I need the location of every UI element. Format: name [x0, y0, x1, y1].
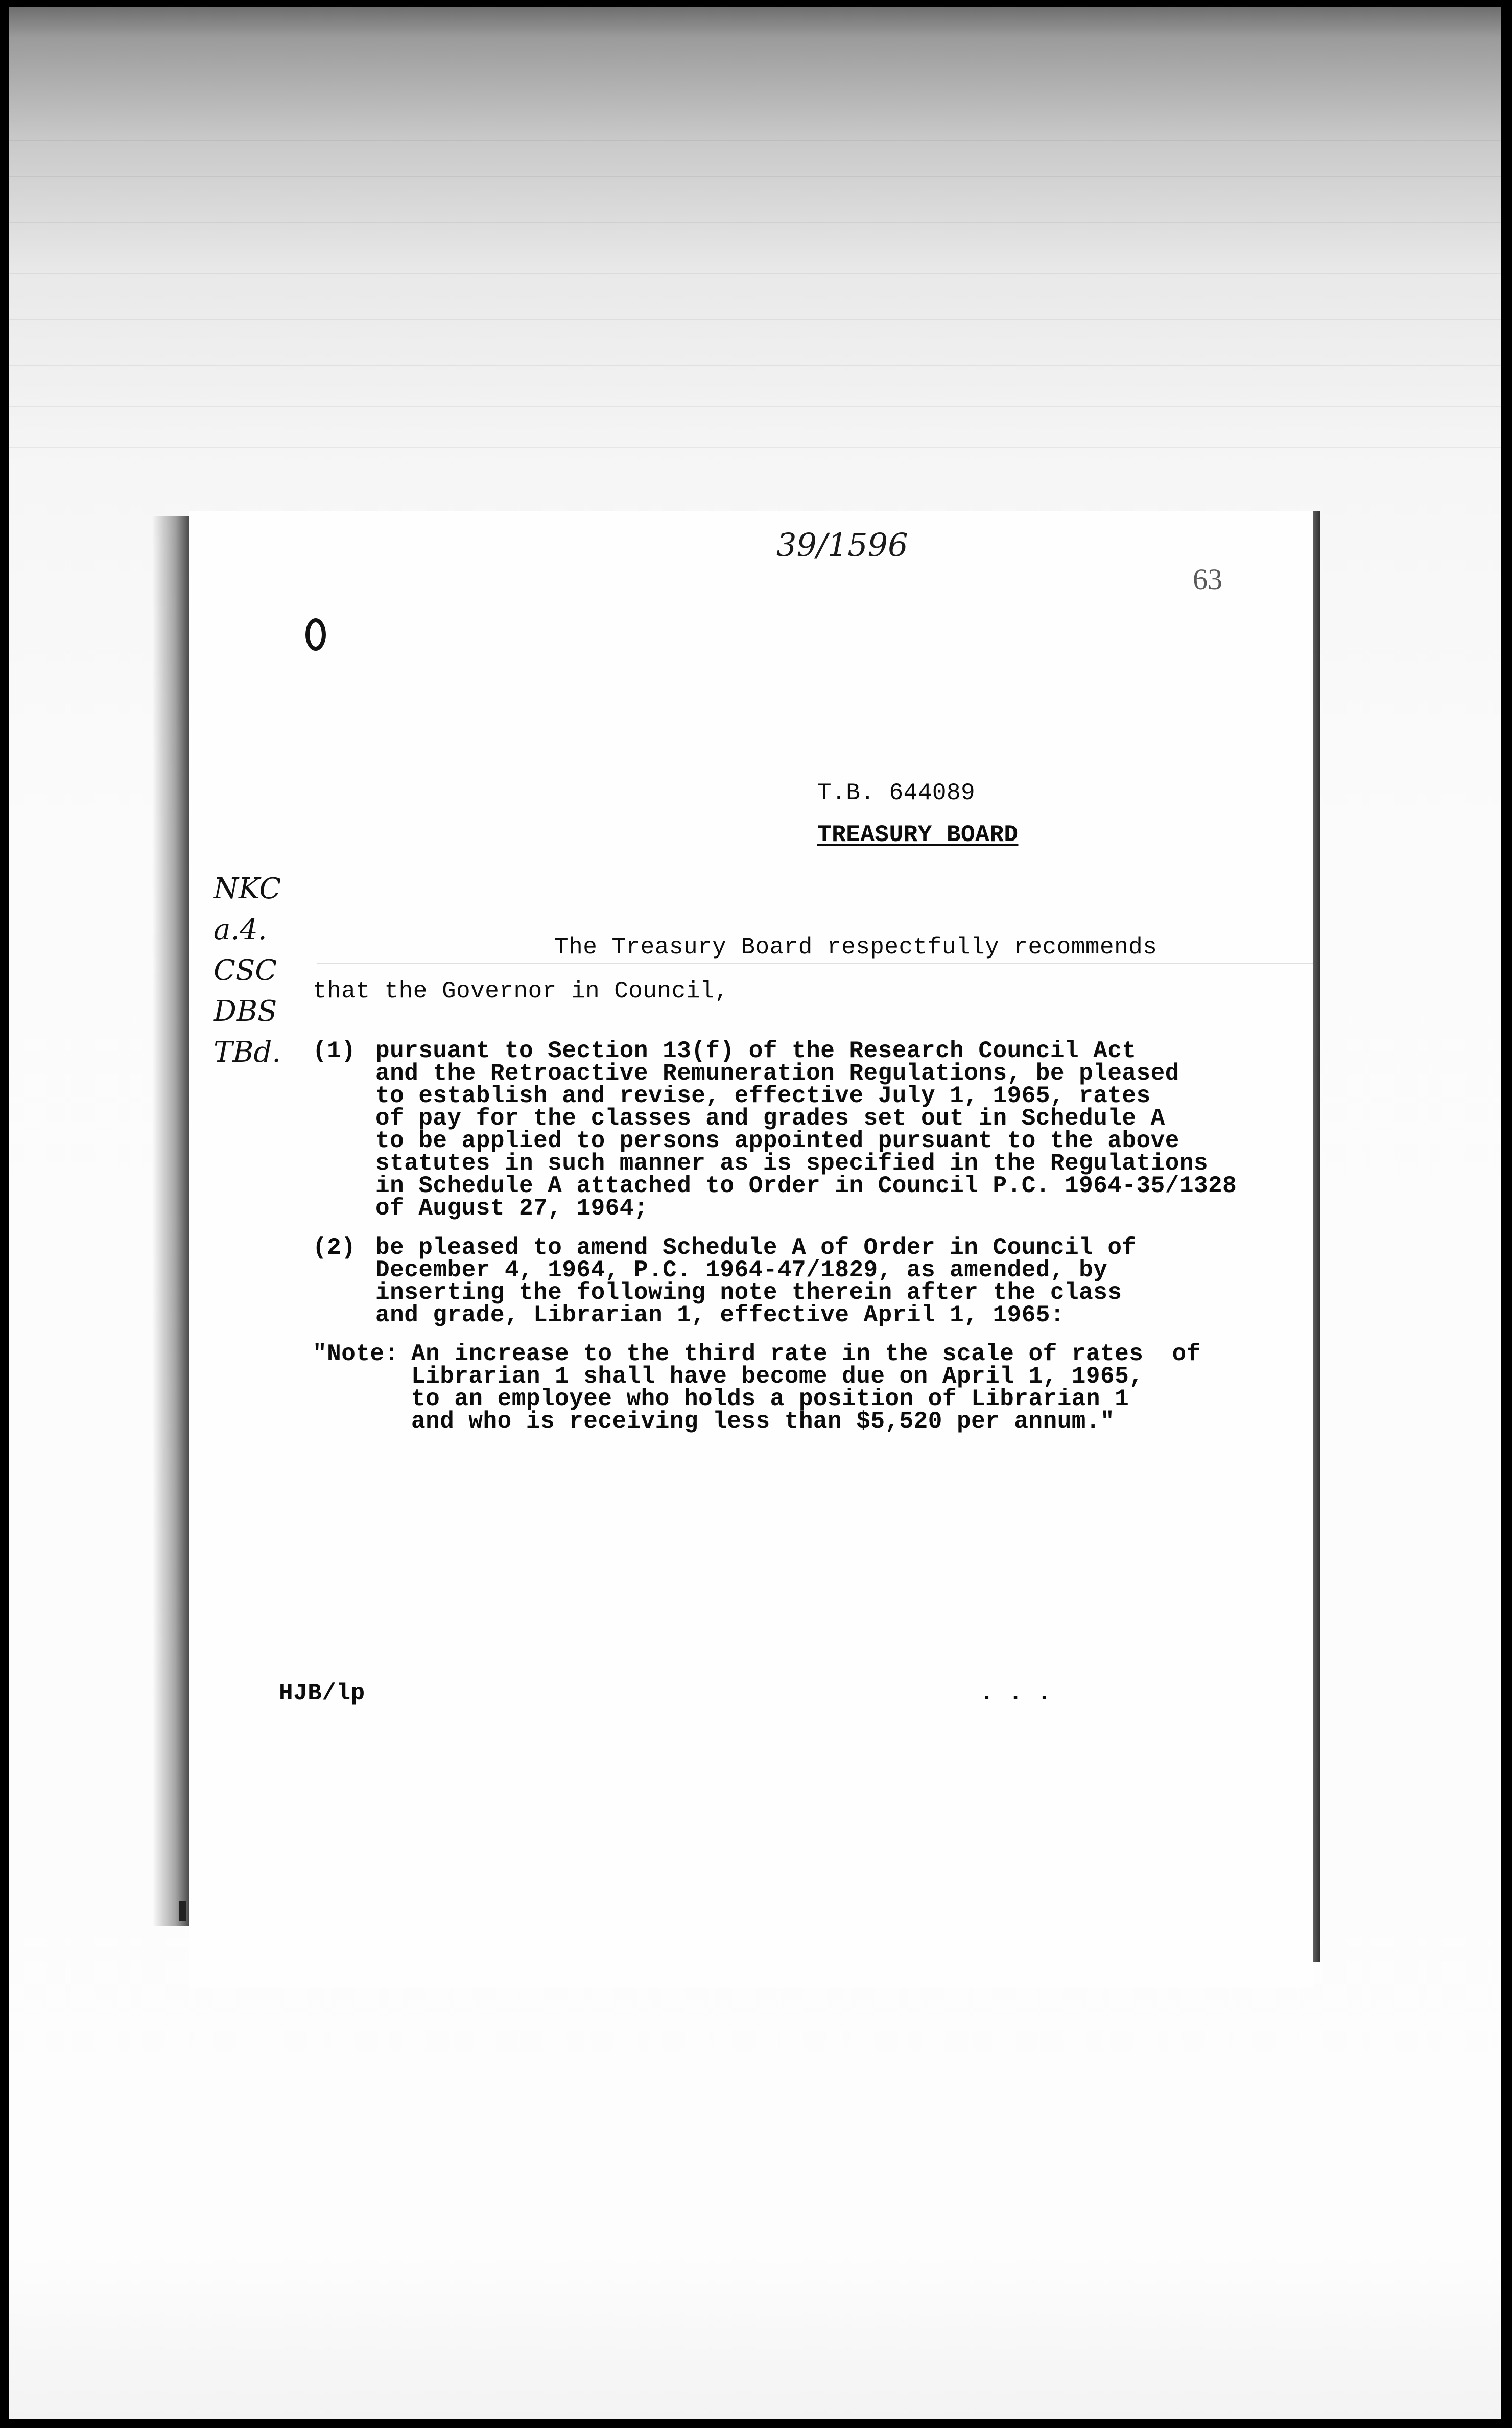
sheet-shadow-left [152, 516, 191, 1926]
margin-note: a.4. [214, 913, 267, 946]
text-line: be pleased to amend Schedule A of Order in Council of [375, 1234, 1137, 1261]
governor-line: that the Governor in Council, [313, 978, 729, 1005]
note-body [411, 1343, 1201, 1433]
item-number: (1) [313, 1038, 356, 1064]
tb-number: T.B. 644089 [817, 780, 976, 806]
divider [317, 963, 1313, 964]
text-line: and who is receiving less than $5,520 per annum." [411, 1408, 1115, 1435]
opening-line: The Treasury Board respectfully recommends [554, 934, 1157, 961]
note-label: "Note: [313, 1341, 399, 1367]
item-body [375, 1040, 1237, 1220]
text-line: to establish and revise, effective July 1, 1965, rates [375, 1083, 1151, 1109]
text-line: and grade, Librarian 1, effective April 1, 1965: [375, 1302, 1065, 1328]
text-line: of pay for the classes and grades set out in Schedule A [375, 1105, 1165, 1132]
board-title: TREASURY BOARD [817, 822, 1019, 848]
text-line: Librarian 1 shall have become due on April 1, 1965, [411, 1363, 1144, 1390]
edge-mark [179, 1901, 186, 1921]
continuation-marker: . . . [980, 1680, 1052, 1707]
page-number: 63 [1193, 563, 1222, 596]
typist-initials: HJB/lp [279, 1680, 365, 1707]
text-line: to an employee who holds a position of Librarian 1 [411, 1386, 1129, 1412]
margin-notes [214, 869, 321, 1073]
margin-note: CSC [214, 954, 277, 987]
text-line: An increase to the third rate in the scale of rates of [411, 1341, 1201, 1367]
handwritten-file-number: 39/1596 [776, 526, 908, 564]
margin-note: NKC [214, 872, 281, 905]
text-line: inserting the following note therein after the class [375, 1279, 1122, 1306]
text-line: in Schedule A attached to Order in Council P.C. 1964-35/1328 [375, 1173, 1237, 1199]
text-line: and the Retroactive Remuneration Regulations, be pleased [375, 1060, 1179, 1087]
margin-note: DBS [214, 995, 277, 1028]
margin-note: TBd. [214, 1036, 281, 1069]
text-line: pursuant to Section 13(f) of the Research Council Act [375, 1038, 1137, 1064]
text-line: of August 27, 1964; [375, 1195, 648, 1222]
text-line: statutes in such manner as is specified in the Regulations [375, 1150, 1209, 1177]
punch-hole-mark [305, 618, 326, 651]
item-number: (2) [313, 1234, 356, 1261]
text-line: to be applied to persons appointed pursuant to the above [375, 1128, 1179, 1154]
text-line: December 4, 1964, P.C. 1964-47/1829, as amended, by [375, 1257, 1108, 1283]
item-body [375, 1236, 1137, 1326]
